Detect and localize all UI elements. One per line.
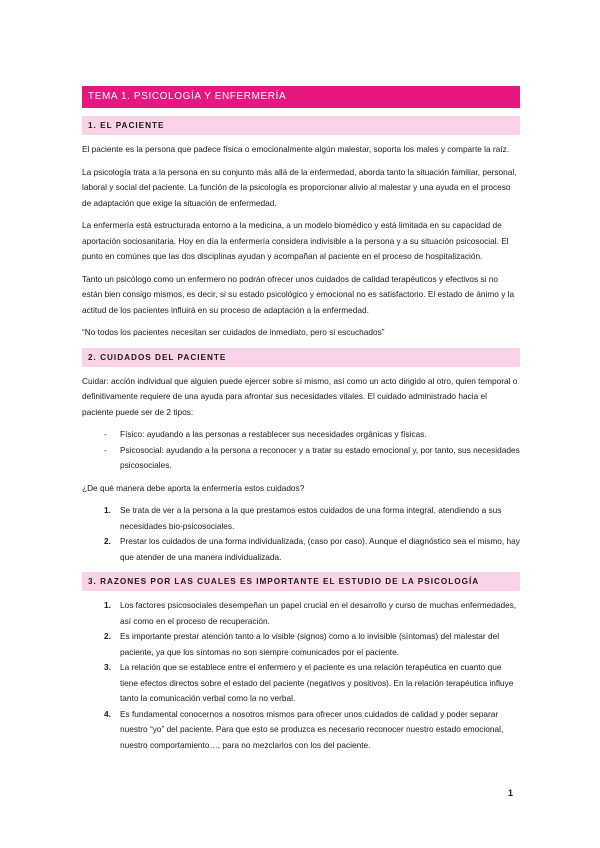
- dash-marker: -: [104, 444, 107, 455]
- paragraph: La enfermería está estructurada entorno a la medicina, a un modelo biomédico y está limitada en su capacidad de aportación sociosanitaria. Hoy en día la enfermería considera indivisible a la persona y a su situación psicosocial. El punto en comúnes que las dos disciplinas ayudan y acompañan al paciente en el proceso de hospitalización.: [82, 220, 509, 261]
- paragraph: El paciente es la persona que padece física o emocionalmente algún malestar, soporta los males y comparte la raíz.: [82, 144, 510, 154]
- paragraph: Cuidar: acción individual que alguien puede ejercer sobre sí mismo, así como un acto dirigido al otro, quien temporal o definitivamente requiere de una ayuda para afrontar sus necesidades vitales. El cuidado administrado hacia el paciente puede ser de 2 tipos:: [82, 375, 518, 417]
- list-item: - Físico: ayudando a las personas a restablecer sus necesidades orgánicas y físicas.: [82, 427, 520, 443]
- list-item: 2. Es importante prestar atención tanto a lo visible (signos) como a lo invisible (síntomas) del malestar del paciente, ya que los síntomas no son siempre comunicados por el paciente.: [104, 631, 500, 657]
- paragraph: Tanto un psicólogo como un enfermero no podrán ofrecer unos cuidados de calidad terapéuticos y efectivos si no están bien consigo mismos, es decir, si su estado psicológico y emocional no es satisfactorio. El estado de ánimo y la actitud de los pacientes influirá en su proceso de adaptación a la enfermedad.: [82, 273, 515, 315]
- list-item: - Psicosocial: ayudando a la persona a reconocer y a tratar su estado emocional y, por tanto, sus necesidades psicosociales.: [104, 444, 520, 470]
- reasons-list: [82, 598, 520, 753]
- document-page: [82, 86, 520, 753]
- section-heading-razones: 3. RAZONES POR LAS CUALES ES IMPORTANTE EL ESTUDIO DE LA PSICOLOGÍA: [82, 572, 520, 591]
- question: ¿De qué manera debe aporta la enfermería estos cuidados?: [82, 482, 305, 493]
- list-item: 4. Es fundamental conocernos a nosotros mismos para ofrecer unos cuidados de calidad y poder separar nuestro “yo” del paciente. Para que esto se produzca es necesario reconocer nuestro estado emocional, nuestro comportamiento…, para no mezclarlos con los del paciente.: [104, 708, 504, 750]
- list-item: 1. Se trata de ver a la persona a la que prestamos estos cuidados de una forma integral, atendiendo a sus necesidades bio-psicosociales.: [104, 505, 502, 531]
- quote: “No todos los pacientes necesitan ser cuidados de inmediato, pero si escuchados”: [82, 327, 385, 337]
- list-item: 1. Los factores psicosociales desempeñan un papel crucial en el desarrollo y curso de muchas enfermedades, así como en el proceso de recuperación.: [104, 600, 517, 626]
- section-heading-el-paciente: 1. EL PACIENTE: [82, 116, 520, 135]
- list-item: 3. La relación que se establece entre el enfermero y el paciente es una relación terapéutica en cuanto que tiene efectos directos sobre el estado del paciente (negativos y positivos). En la relación terapéutica influye tanto la comunicación verbal como la no verbal.: [104, 662, 514, 703]
- paragraph: La psicología trata a la persona en su conjunto más allá de la enfermedad, aborda tanto la situación familiar, personal, laboral y social del paciente. La función de la psicología es proporcionar alivio al malestar y una ayuda en el proceso de adaptación que exige la situación de enfermedad.: [82, 166, 517, 208]
- section-heading-cuidados: 2. CUIDADOS DEL PACIENTE: [82, 348, 520, 367]
- document-title: TEMA 1. PSICOLOGÍA Y ENFERMERÍA: [82, 86, 520, 108]
- care-types-list: [82, 427, 520, 474]
- list-item: 2. Prestar los cuidados de una forma individualizada, (caso por caso). Aunque el diagnóstico sea el mismo, hay que atender de una manera individualizada.: [104, 536, 520, 562]
- dash-marker: -: [104, 429, 107, 439]
- care-numbered-list: [82, 503, 520, 565]
- page-number: 1: [508, 788, 514, 798]
